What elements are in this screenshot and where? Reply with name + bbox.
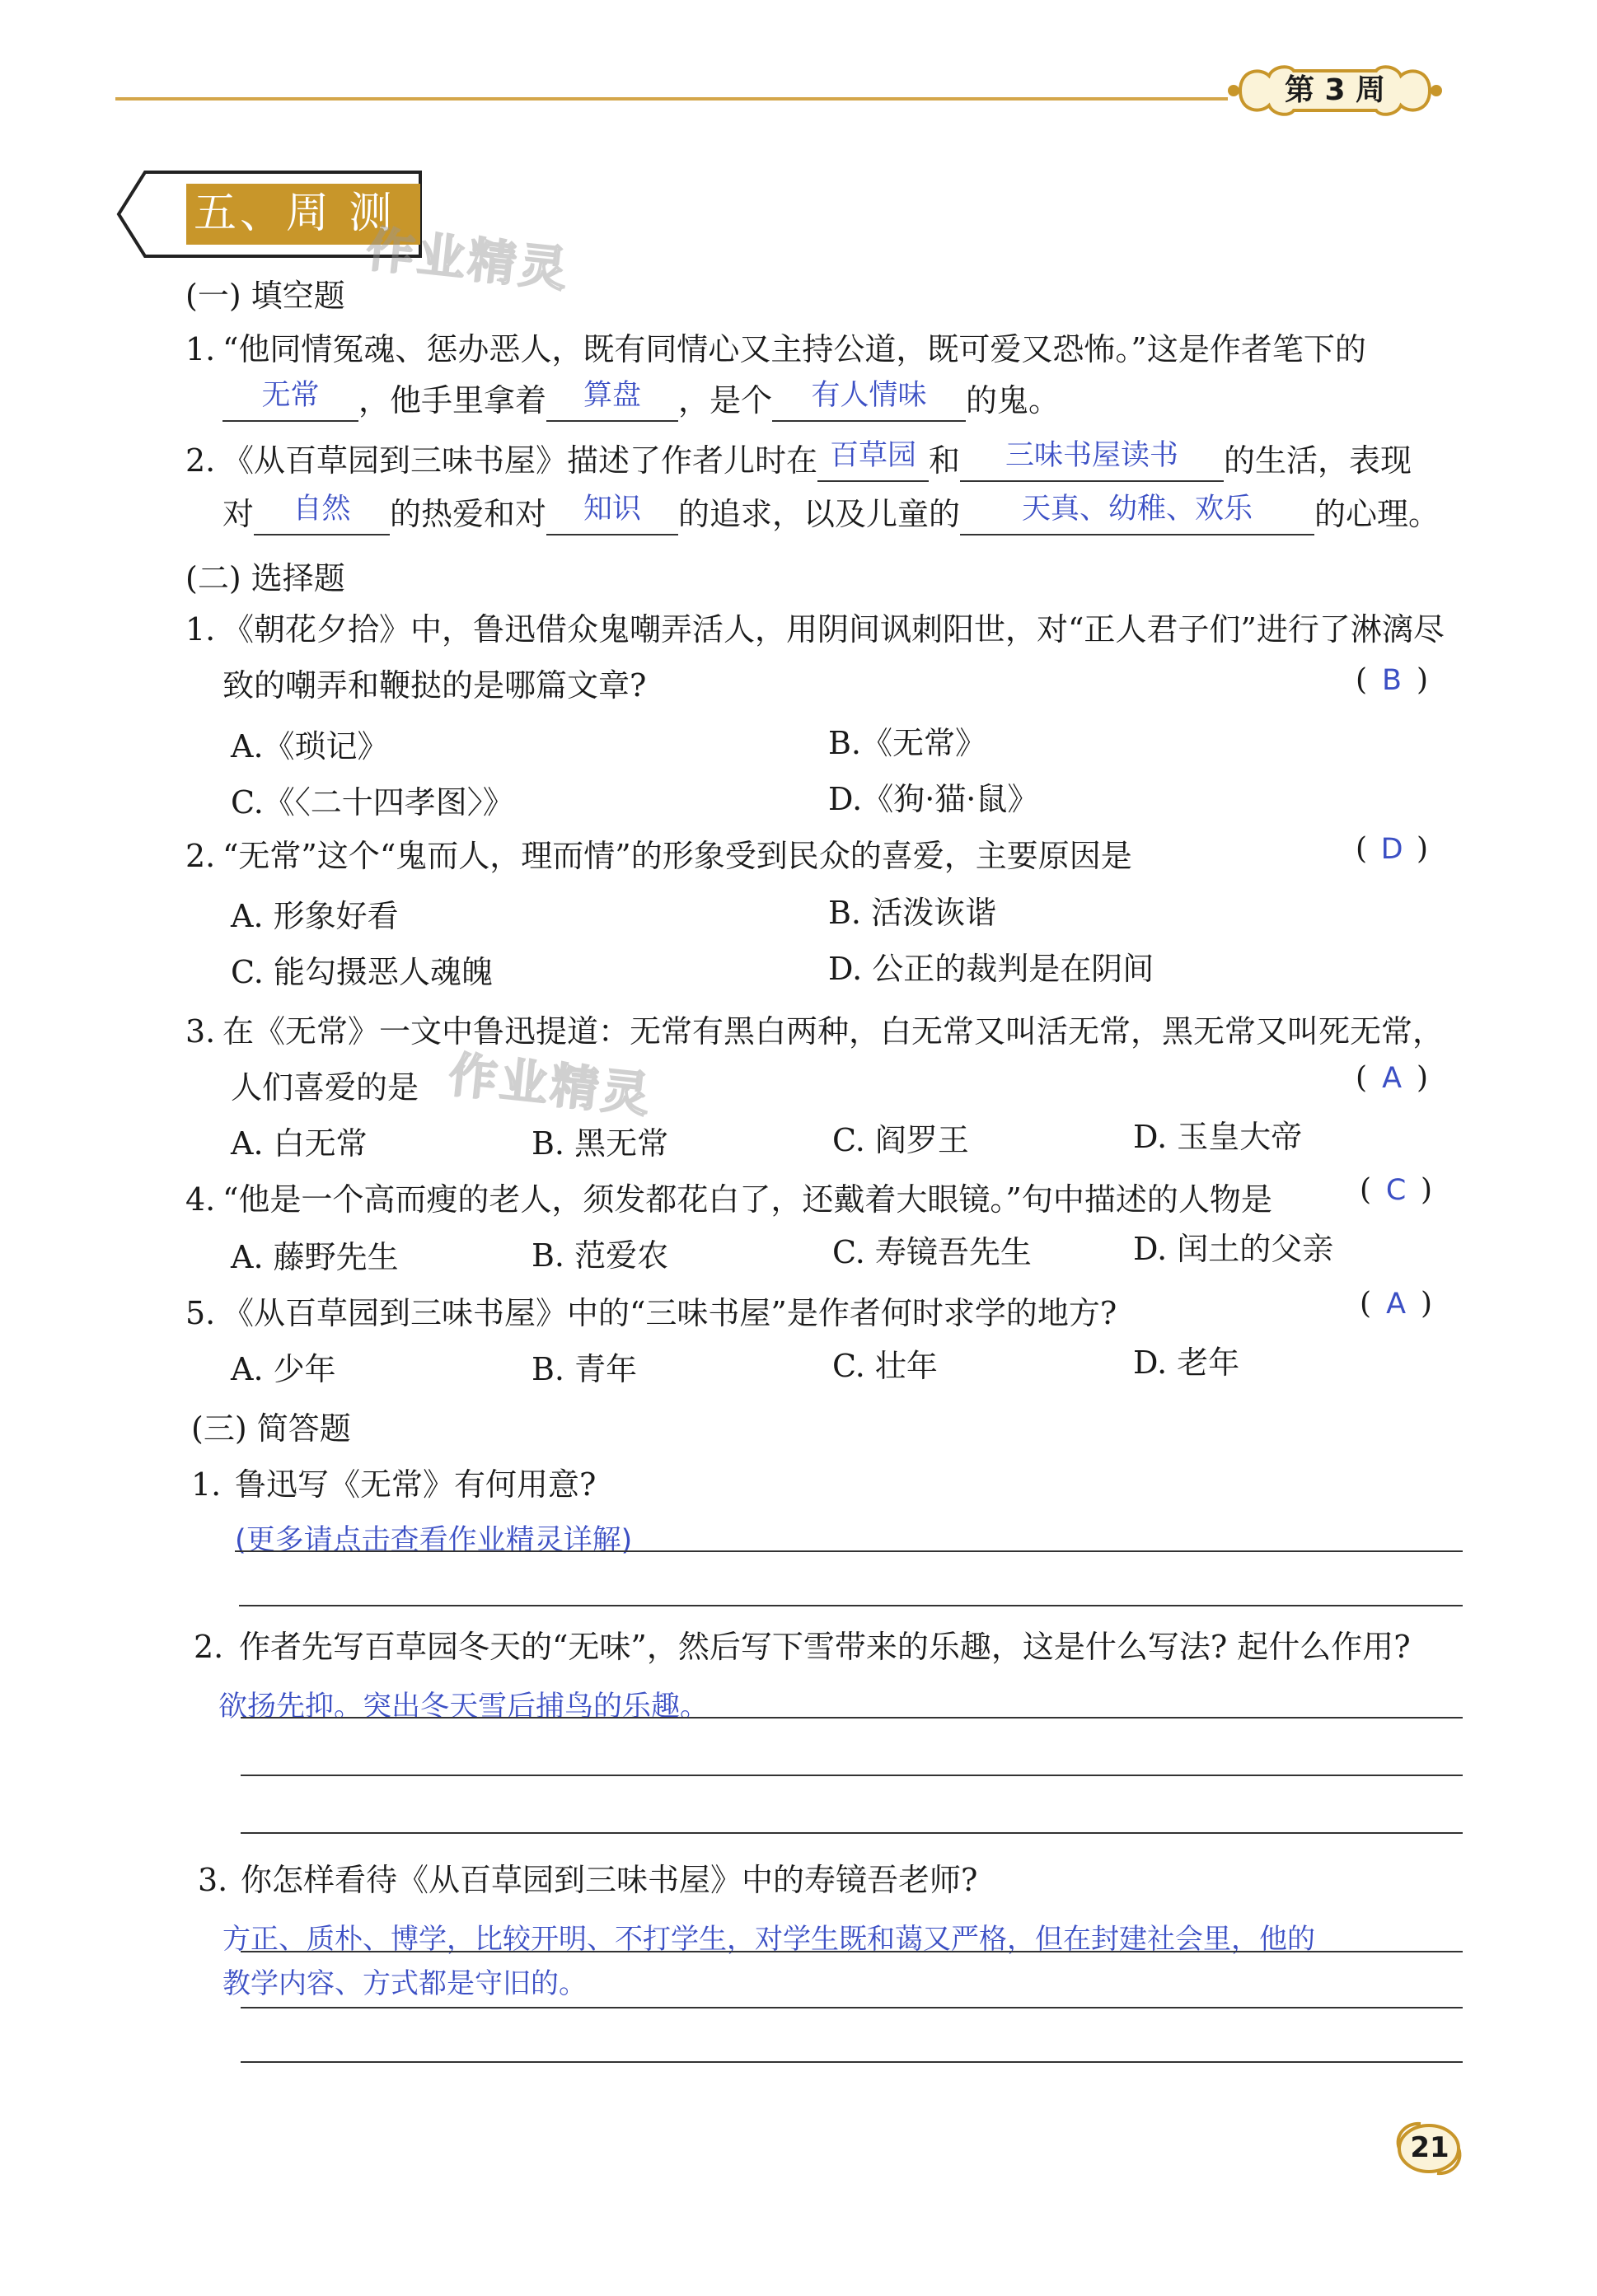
answer-line bbox=[241, 1832, 1463, 1834]
answer-line bbox=[241, 1775, 1463, 1776]
choice-q2-line1: “无常”这个“鬼而人，理而情”的形象受到民众的喜爱，主要原因是 bbox=[222, 838, 1132, 874]
option: D. 玉皇大帝 bbox=[1133, 1119, 1303, 1155]
option: D. 闰土的父亲 bbox=[1133, 1231, 1334, 1267]
option: D.《狗·猫·鼠》 bbox=[828, 781, 1039, 817]
q2-line2: 对 自然 的热爱和对 知识 的追求，以及儿童的 天真、幼稚、欢乐 的心理。 bbox=[222, 494, 1440, 535]
answer-line bbox=[241, 1951, 1463, 1952]
choice-q2-number: 2. bbox=[185, 838, 216, 874]
option: C. 能勾摄恶人魂魄 bbox=[231, 954, 493, 990]
choice-q4-number: 4. bbox=[185, 1181, 216, 1218]
option: C. 壮年 bbox=[832, 1348, 938, 1384]
blank-answer: 百草园 bbox=[817, 444, 929, 482]
watermark: 作业精灵 bbox=[446, 1046, 656, 1124]
short-heading: (三) 简答题 bbox=[191, 1410, 351, 1447]
short-q3-answer-line1: 方正、质朴、博学，比较开明、不打学生，对学生既和蔼又严格，但在封建社会里，他的 bbox=[222, 1923, 1315, 1956]
short-q3-number: 3. bbox=[198, 1862, 228, 1898]
q1-line2: 无常 ，他手里拿着 算盘 ，是个 有人情味 的鬼。 bbox=[222, 381, 1060, 422]
option: D. 公正的裁判是在阴间 bbox=[828, 951, 1154, 987]
option: A. 少年 bbox=[231, 1351, 336, 1387]
choice-q3-number: 3. bbox=[185, 1013, 216, 1050]
answer-paren: ( B ) bbox=[1356, 663, 1429, 697]
answer-paren: ( C ) bbox=[1360, 1173, 1433, 1207]
short-q3-answer-line2: 教学内容、方式都是守旧的。 bbox=[222, 1967, 587, 2000]
week-badge bbox=[1224, 59, 1446, 122]
option: C.《〈二十四孝图〉》 bbox=[231, 784, 514, 821]
page-number: 21 bbox=[1410, 2131, 1449, 2164]
answer-paren: ( D ) bbox=[1356, 832, 1429, 866]
short-q2-answer: 欲扬先抑。突出冬天雪后捕鸟的乐趣。 bbox=[218, 1690, 710, 1723]
answer-line bbox=[241, 2007, 1463, 2008]
option: B.《无常》 bbox=[828, 725, 987, 761]
week-label: 第 3 周 bbox=[1284, 73, 1386, 107]
q1-number: 1. bbox=[185, 331, 216, 367]
q2-line1: 《从百草园到三味书屋》描述了作者儿时在 百草园 和 三味书屋读书 的生活，表现 bbox=[222, 441, 1412, 482]
short-q1-number: 1. bbox=[191, 1466, 222, 1503]
blank-answer: 三味书屋读书 bbox=[960, 444, 1224, 482]
option: A. 白无常 bbox=[231, 1125, 368, 1162]
short-q1-answer[interactable]: (更多请点击查看作业精灵详解) bbox=[235, 1524, 633, 1557]
fill-blank-heading: (一) 填空题 bbox=[185, 278, 345, 314]
answer-paren: ( A ) bbox=[1360, 1287, 1433, 1321]
option: A.《琐记》 bbox=[231, 728, 389, 765]
option: B. 范爱农 bbox=[532, 1237, 669, 1274]
option: C. 阎罗王 bbox=[832, 1122, 969, 1158]
choice-heading: (二) 选择题 bbox=[185, 560, 345, 596]
choice-q3-line2: 人们喜爱的是 bbox=[231, 1069, 419, 1106]
option: B. 黑无常 bbox=[532, 1125, 669, 1162]
option: D. 老年 bbox=[1133, 1344, 1240, 1381]
answer-line bbox=[241, 2061, 1463, 2063]
option: A. 形象好看 bbox=[231, 898, 399, 934]
blank-answer: 有人情味 bbox=[772, 384, 966, 422]
blank-answer: 无常 bbox=[222, 384, 358, 422]
option: A. 藤野先生 bbox=[231, 1239, 399, 1275]
choice-q4-line1: “他是一个高而瘦的老人，须发都花白了，还戴着大眼镜。”句中描述的人物是 bbox=[222, 1181, 1272, 1218]
option: B. 活泼诙谐 bbox=[828, 895, 997, 931]
short-q3-text: 你怎样看待《从百草园到三味书屋》中的寿镜吾老师? bbox=[241, 1862, 978, 1898]
choice-q5-number: 5. bbox=[185, 1295, 216, 1331]
section-title: 五、周 测 bbox=[194, 189, 396, 238]
short-q2-number: 2. bbox=[194, 1629, 224, 1665]
answer-line bbox=[241, 1717, 1463, 1718]
blank-answer: 自然 bbox=[254, 498, 390, 535]
choice-q3-line1: 在《无常》一文中鲁迅提道：无常有黑白两种，白无常又叫活无常，黑无常又叫死无常， bbox=[222, 1013, 1445, 1050]
blank-answer: 天真、幼稚、欢乐 bbox=[960, 498, 1314, 535]
choice-q5-line1: 《从百草园到三味书屋》中的“三味书屋”是作者何时求学的地方? bbox=[222, 1295, 1117, 1331]
short-q1-text: 鲁迅写《无常》有何用意? bbox=[235, 1466, 597, 1503]
choice-q1-line2: 致的嘲弄和鞭挞的是哪篇文章? bbox=[222, 667, 647, 704]
q2-number: 2. bbox=[185, 442, 216, 479]
blank-answer: 知识 bbox=[546, 498, 678, 535]
option: C. 寿镜吾先生 bbox=[832, 1234, 1032, 1270]
answer-line bbox=[235, 1550, 1463, 1552]
header-rule bbox=[115, 97, 1228, 101]
short-q2-text: 作者先写百草园冬天的“无味”，然后写下雪带来的乐趣，这是什么写法? 起什么作用? bbox=[239, 1629, 1411, 1665]
choice-q1-line1: 《朝花夕拾》中，鲁迅借众鬼嘲弄活人，用阴间讽刺阳世，对“正人君子们”进行了淋漓尽 bbox=[222, 611, 1445, 648]
page-number-badge bbox=[1393, 2119, 1467, 2177]
watermark: 作业精灵 bbox=[363, 221, 574, 298]
answer-line bbox=[239, 1605, 1463, 1606]
blank-answer: 算盘 bbox=[546, 384, 678, 422]
choice-q1-number: 1. bbox=[185, 611, 216, 648]
q1-line1: “他同情冤魂、惩办恶人，既有同情心又主持公道，既可爱又恐怖。”这是作者笔下的 bbox=[222, 331, 1366, 367]
answer-paren: ( A ) bbox=[1356, 1061, 1429, 1095]
option: B. 青年 bbox=[532, 1351, 638, 1387]
